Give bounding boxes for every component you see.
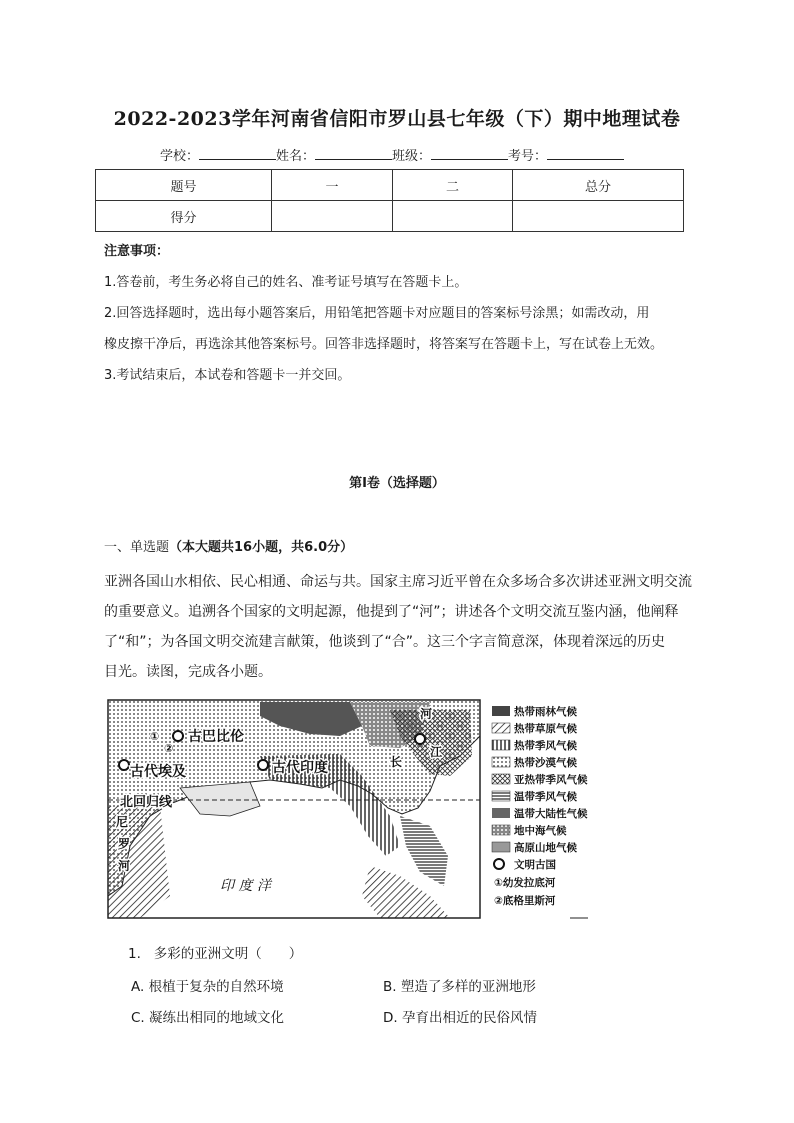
score-input-cell[interactable] [272,201,393,232]
label-river-1: 河 [420,707,433,721]
map-legend [492,705,588,918]
stem-line: 了“和”；为各国文明交流建言献策，他谈到了“合”。这三个字言简意深，体现着深远的历史 [104,634,666,650]
question-1 [128,942,302,962]
legend-label: 热带季风气候 [514,740,577,752]
legend-label: ①幼发拉底河 [494,877,556,889]
score-input-cell[interactable] [393,201,513,232]
name-blank[interactable] [315,147,392,160]
score-table-header-row [96,170,684,201]
score-table-cell: 得分 [96,201,272,232]
legend-swatch [492,842,510,852]
legend-civilization-icon [494,859,504,869]
legend-swatch [492,825,510,835]
student-info-line [160,145,624,164]
legend-swatch [492,774,510,784]
score-table-score-row [96,201,684,232]
stem-line: 的重要意义。追溯各个国家的文明起源，他提到了“河”；讲述各个文明交流互鉴内涵，他阐释 [104,604,679,620]
option-a[interactable]: A. 根植于复杂的自然环境 [131,979,284,995]
legend-swatch [492,808,510,818]
question-number: 1. [128,946,141,962]
legend-label: 文明古国 [514,859,556,871]
label-ocean: 印 度 洋 [220,878,271,894]
legend-label: 温带大陆性气候 [514,808,588,820]
legend-swatch [492,740,510,750]
option-c[interactable]: C. 凝练出相同的地域文化 [131,1010,285,1026]
part-heading-detail: （本大题共16小题，共6.0分） [169,540,354,555]
score-table-cell: 题号 [96,170,272,201]
section-title: 第Ⅰ卷（选择题） [349,476,445,491]
part-heading [104,536,353,555]
legend-label: 热带雨林气候 [514,706,577,718]
name-label: 姓名： [276,149,316,164]
legend-label: 热带沙漠气候 [514,757,577,769]
label-nile-2: 罗 [118,837,131,851]
label-circ-1: ① [150,730,160,743]
exam-title: 2022-2023学年河南省信阳市罗山县七年级（下）期中地理试卷 [113,108,681,130]
school-blank[interactable] [199,147,276,160]
score-table-cell: 一 [272,170,393,201]
legend-label: ②底格里斯河 [494,895,556,907]
school-label: 学校： [160,149,200,164]
legend-swatch [492,706,510,716]
score-table [95,169,684,232]
option-d[interactable]: D. 孕育出相近的民俗风情 [383,1010,537,1026]
label-nile-3: 河 [118,859,131,873]
label-circ-2: ② [164,742,174,755]
notes-heading: 注意事项： [104,244,170,259]
class-label: 班级： [392,149,432,164]
option-b[interactable]: B. 塑造了多样的亚洲地形 [383,979,536,995]
number-label: 考号： [508,149,548,164]
civilization-egypt-marker [119,760,129,770]
notes-item: 1.答卷前，考生务必将自己的姓名、准考证号填写在答题卡上。 [104,275,468,290]
stem-line: 目光。读图，完成各小题。 [104,664,272,680]
label-tropic: 北回归线 [120,795,173,810]
legend-label: 亚热带季风气候 [514,774,588,786]
score-table-cell: 总分 [513,170,684,201]
legend-label: 高原山地气候 [514,842,577,854]
score-input-cell[interactable] [513,201,684,232]
civilization-india-marker [258,760,268,770]
legend-label: 地中海气候 [514,825,567,837]
civilization-babylon-marker [173,731,183,741]
part-heading-prefix: 一、单选题 [104,540,170,555]
label-nile-1: 尼 [116,815,129,829]
label-river-3: 长 [390,755,403,769]
legend-label: 温带季风气候 [514,791,577,803]
number-blank[interactable] [547,147,624,160]
exam-notes [104,236,704,391]
label-egypt: 古代埃及 [130,764,186,780]
asia-civilization-map [100,696,590,921]
legend-swatch [492,757,510,767]
stem-line: 亚洲各国山水相依、民心相通、命运与共。国家主席习近平曾在众多场合多次讲述亚洲文明交流 [104,574,692,590]
label-india: 古代印度 [272,760,328,776]
legend-swatch [492,791,510,801]
score-table-cell: 二 [393,170,513,201]
label-river-2: 江 [430,745,443,759]
question-text: 多彩的亚洲文明（ ） [153,946,303,962]
class-blank[interactable] [431,147,508,160]
civilization-china-marker [415,734,425,744]
notes-item: 2.回答选择题时，选出每小题答案后，用铅笔把答题卡对应题目的答案标号涂黑；如需改动，用 [104,306,650,321]
question-stem [104,567,694,687]
legend-label: 热带草原气候 [514,723,577,735]
notes-item: 橡皮擦干净后，再选涂其他答案标号。回答非选择题时，将答案写在答题卡上，写在试卷上无效。 [104,337,664,352]
legend-swatch [492,723,510,733]
label-babylon: 古巴比伦 [188,729,244,745]
notes-item: 3.考试结束后，本试卷和答题卡一并交回。 [104,368,351,383]
